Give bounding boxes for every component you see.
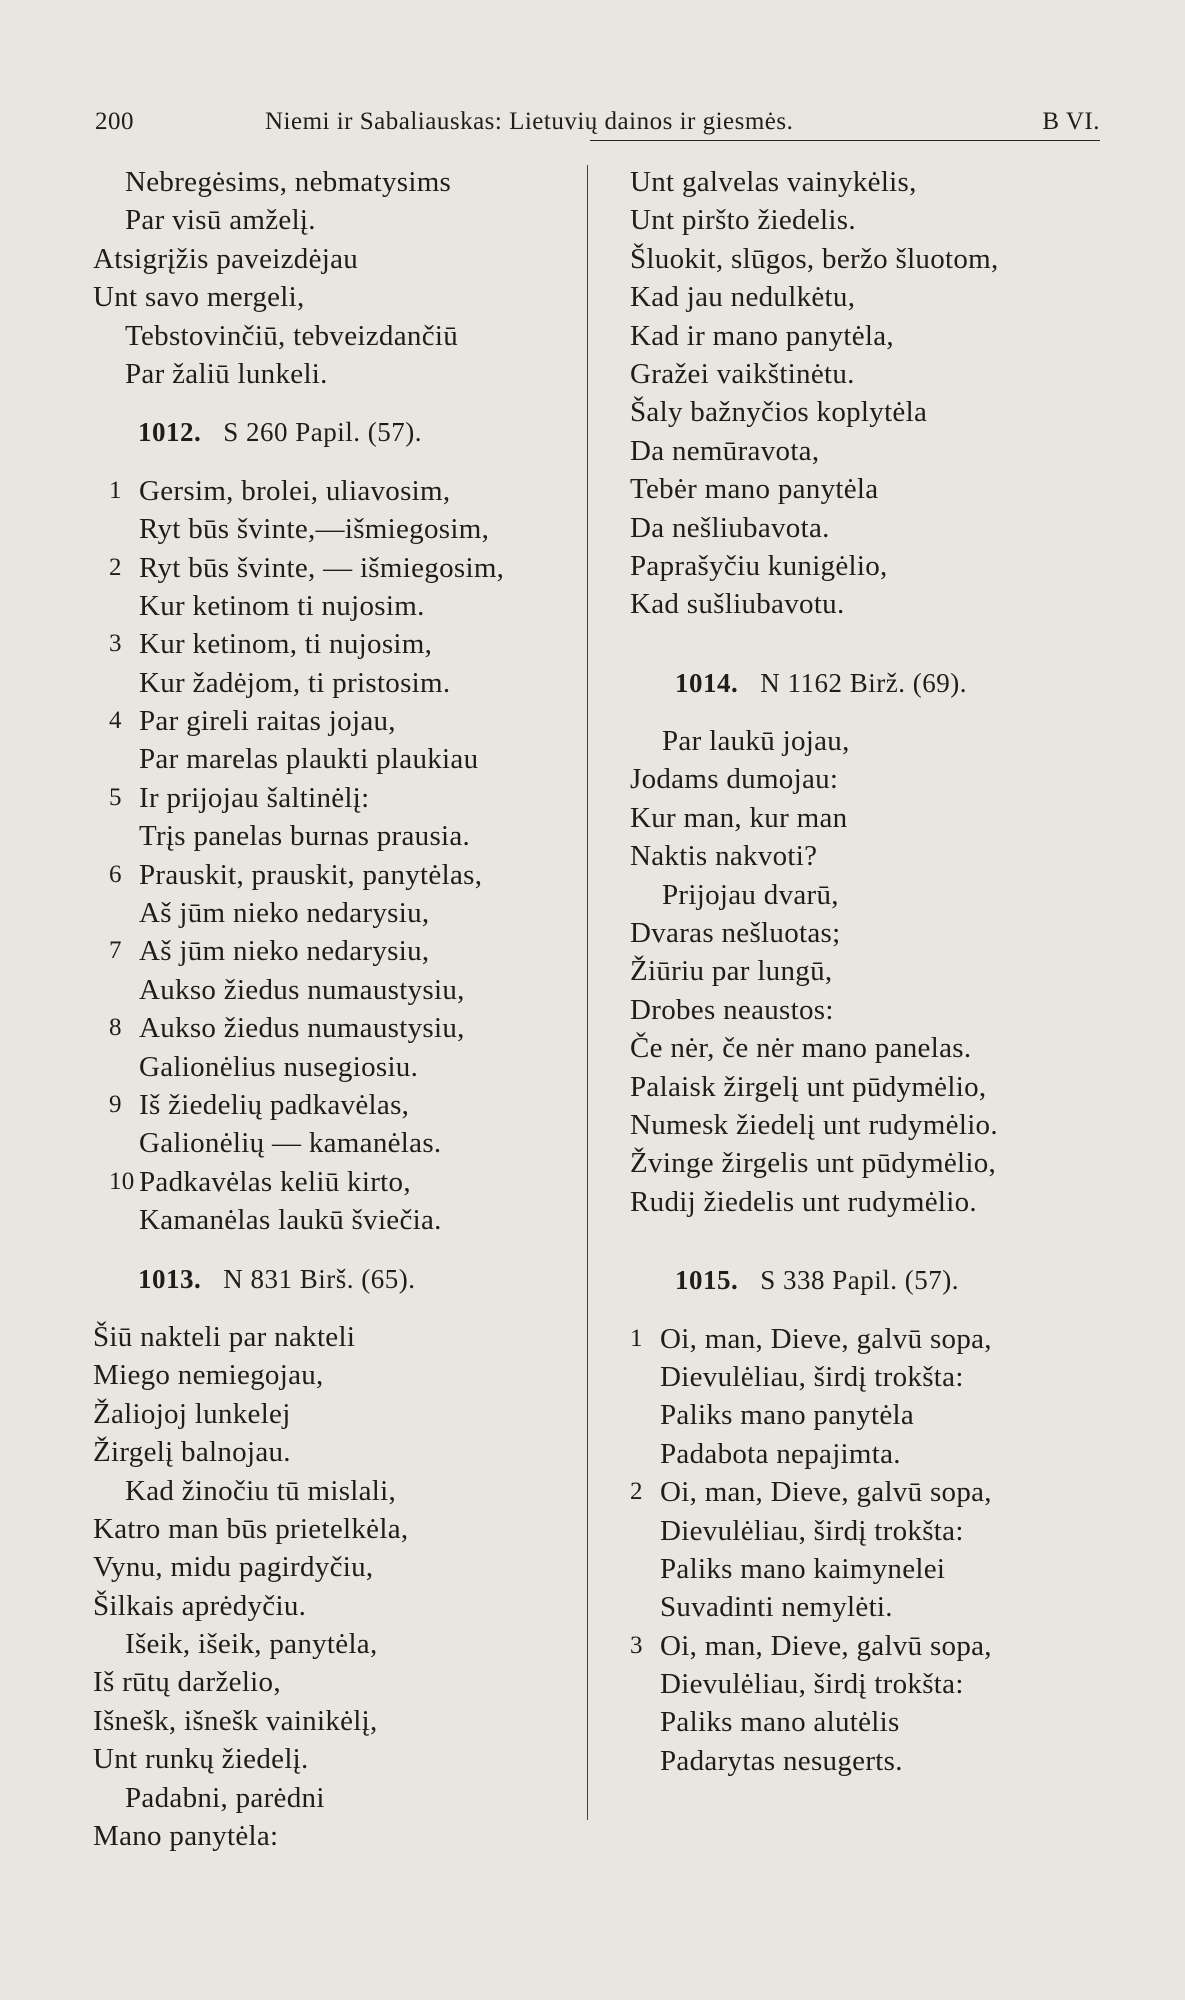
- verse-number: 5: [109, 783, 122, 811]
- spacer: [93, 1298, 573, 1318]
- verse-text: Iš žiedelių padkavėlas,: [139, 1088, 410, 1121]
- text-line: Tebėr mano panytėla: [630, 473, 879, 506]
- song-source: N 1162 Birž. (69).: [760, 667, 967, 698]
- verse-line: Galionėlius nusegiosiu.: [139, 1050, 419, 1083]
- page-number: 200: [95, 108, 134, 135]
- verse-text: Oi, man, Dieve, galvū sopa,: [660, 1476, 992, 1509]
- spacer: [630, 624, 1100, 664]
- verse-line: Padarytas nesugerts.: [660, 1744, 903, 1777]
- text-line: Če nėr, če nėr mano panelas.: [630, 1032, 972, 1065]
- verse-number: 3: [109, 630, 122, 658]
- text-line: Žaliojoj lunkelej: [93, 1397, 291, 1430]
- left-column: [93, 163, 573, 1855]
- text-line: Šilkais aprėdyčiu.: [93, 1589, 307, 1622]
- text-line: Iš rūtų darželio,: [93, 1666, 281, 1699]
- verse-line: [630, 1627, 1100, 1665]
- text-line: Žiūriu par lungū,: [630, 955, 833, 988]
- verse-line: [93, 1163, 573, 1201]
- text-line: Žvinge žirgelis unt pūdymėlio,: [630, 1147, 997, 1180]
- song-number: 1015.: [675, 1265, 739, 1296]
- verse-number: 1: [630, 1324, 643, 1352]
- spacer: [630, 702, 1100, 722]
- verse-line: Paliks mano panytėla: [660, 1399, 915, 1432]
- verse-text: Aukso žiedus numaustysiu,: [139, 1012, 465, 1045]
- verse-text: Padkavėlas keliū kirto,: [139, 1165, 411, 1198]
- verse-text: Prauskit, prauskit, panytėlas,: [139, 858, 483, 891]
- text-line: Kad sušliubavotu.: [630, 588, 845, 621]
- text-line: Mano panytėla:: [93, 1820, 279, 1853]
- verse-line: Dievulėliau, širdį trokšta:: [660, 1668, 964, 1701]
- text-line: Katro man būs prietelkėla,: [93, 1512, 409, 1545]
- song-heading-1015: [630, 1261, 1100, 1299]
- song-source: S 338 Papil. (57).: [760, 1265, 960, 1296]
- text-line: Da nešliubavota.: [630, 511, 830, 544]
- verse-line: [93, 1086, 573, 1124]
- text-line: Da nemūravota,: [630, 434, 820, 467]
- verse-line: Galionėlių — kamanėlas.: [139, 1127, 442, 1160]
- song-number: 1013.: [138, 1263, 202, 1294]
- text-line: Unt piršto žiedelis.: [630, 204, 856, 237]
- verse-line: [93, 779, 573, 817]
- spacer: [630, 1300, 1100, 1320]
- song-heading-1013: [93, 1260, 573, 1298]
- song-heading-1012: [93, 413, 573, 451]
- text-line: Šluokit, slūgos, beržo šluotom,: [630, 242, 999, 275]
- verse-line: [630, 1473, 1100, 1511]
- text-line: Gražei vaikštinėtu.: [630, 357, 855, 390]
- verse-number: 8: [109, 1014, 122, 1042]
- song-heading-1014: [630, 664, 1100, 702]
- verse-line: Padabota nepajimta.: [660, 1437, 901, 1470]
- verse-line: Dievulėliau, širdį trokšta:: [660, 1360, 964, 1393]
- verse-line: Trįs panelas burnas prausia.: [139, 820, 471, 853]
- verse-line: [93, 1009, 573, 1047]
- text-line: Par laukū jojau,: [662, 725, 850, 758]
- text-line: Numesk žiedelį unt rudymėlio.: [630, 1108, 998, 1141]
- verse-number: 3: [630, 1631, 643, 1659]
- verse-text: Gersim, brolei, uliavosim,: [139, 474, 451, 507]
- text-line: Jodams dumojau:: [630, 763, 839, 796]
- text-line: Kad ir mano panytėla,: [630, 319, 894, 352]
- text-line: Dvaras nešluotas;: [630, 917, 841, 950]
- text-line: Prijojau dvarū,: [662, 878, 839, 911]
- verse-number: 7: [109, 937, 122, 965]
- verse-line: Aš jūm nieko nedarysiu,: [139, 897, 430, 930]
- text-line: Unt savo mergeli,: [93, 281, 305, 314]
- text-line: Tebstovinčiū, tebveizdančiū: [125, 319, 459, 352]
- text-line: Išnešk, išnešk vainikėlį,: [93, 1704, 378, 1737]
- song-number: 1012.: [138, 417, 202, 448]
- text-line: Šaly bažnyčios koplytėla: [630, 396, 928, 429]
- text-line: Nebregėsims, nebmatysims: [125, 166, 452, 198]
- text-line: Palaisk žirgelį unt pūdymėlio,: [630, 1070, 987, 1103]
- spacer: [93, 452, 573, 472]
- spacer: [630, 1221, 1100, 1261]
- text-line: Par žaliū lunkeli.: [125, 357, 328, 390]
- text-line: Kad jau nedulkėtu,: [630, 281, 856, 314]
- text-line: Miego nemiegojau,: [93, 1359, 324, 1392]
- song-number: 1014.: [675, 667, 739, 698]
- verse-text: Ir prijojau šaltinėlį:: [139, 781, 370, 814]
- text-line: Unt runkų žiedelį.: [93, 1743, 309, 1776]
- text-line: Drobes neaustos:: [630, 993, 834, 1026]
- verse-line: [93, 932, 573, 970]
- text-line: Šiū nakteli par nakteli: [93, 1320, 356, 1353]
- verse-line: Kur žadėjom, ti pristosim.: [139, 666, 451, 699]
- header-rule: [590, 140, 1100, 141]
- text-line: Par visū amželį.: [125, 204, 316, 237]
- verse-line: Kur ketinom ti nujosim.: [139, 589, 425, 622]
- verse-line: [93, 856, 573, 894]
- verse-number: 4: [109, 707, 122, 735]
- verse-line: Kamanėlas laukū šviečia.: [139, 1204, 442, 1237]
- verse-text: Ryt būs švinte, — išmiegosim,: [139, 551, 505, 584]
- verse-number: 2: [630, 1478, 643, 1506]
- verse-text: Par gireli raitas jojau,: [139, 705, 396, 738]
- running-title: Niemi ir Sabaliauskas: Lietuvių dainos ir giesmės.: [265, 108, 794, 135]
- text-line: Naktis nakvoti?: [630, 840, 818, 873]
- spacer: [93, 393, 573, 413]
- verse-text: Aš jūm nieko nedarysiu,: [139, 935, 430, 968]
- text-line: Žirgelį balnojau.: [93, 1436, 291, 1469]
- spacer: [93, 1240, 573, 1260]
- text-line: Kad žinočiu tū mislali,: [125, 1474, 397, 1507]
- text-line: Rudij žiedelis unt rudymėlio.: [630, 1185, 977, 1218]
- verse-line: [93, 702, 573, 740]
- verse-text: Oi, man, Dieve, galvū sopa,: [660, 1322, 992, 1355]
- verse-line: [93, 472, 573, 510]
- verse-number: 6: [109, 860, 122, 888]
- text-line: Kur man, kur man: [630, 801, 848, 834]
- text-line: Unt galvelas vainykėlis,: [630, 166, 917, 198]
- text-line: Atsigrįžis paveizdėjau: [93, 242, 359, 275]
- verse-number: 2: [109, 553, 122, 581]
- verse-line: Par marelas plaukti plaukiau: [139, 743, 479, 776]
- verse-line: [93, 549, 573, 587]
- verse-line: Suvadinti nemylėti.: [660, 1591, 893, 1624]
- verse-line: Paliks mano alutėlis: [660, 1706, 900, 1739]
- verse-line: Aukso žiedus numaustysiu,: [139, 973, 465, 1006]
- column-divider: [587, 165, 588, 1820]
- page-header: [95, 108, 1100, 148]
- verse-line: Paliks mano kaimynelei: [660, 1552, 946, 1585]
- text-line: Paprašyčiu kunigėlio,: [630, 549, 888, 582]
- text-line: Padabni, parėdni: [125, 1781, 325, 1814]
- right-column: [630, 163, 1100, 1780]
- text-line: Išeik, išeik, panytėla,: [125, 1628, 378, 1661]
- verse-number: 10: [109, 1167, 135, 1195]
- verse-number: 9: [109, 1090, 122, 1118]
- verse-line: [93, 625, 573, 663]
- verse-line: Dievulėliau, širdį trokšta:: [660, 1514, 964, 1547]
- verse-line: Ryt būs švinte,—išmiegosim,: [139, 513, 490, 546]
- song-source: N 831 Birš. (65).: [223, 1263, 416, 1294]
- text-line: Vynu, midu pagirdyčiu,: [93, 1551, 374, 1584]
- verse-line: [630, 1320, 1100, 1358]
- section-mark: B VI.: [1042, 108, 1100, 135]
- verse-text: Kur ketinom, ti nujosim,: [139, 628, 433, 661]
- verse-number: 1: [109, 476, 122, 504]
- verse-text: Oi, man, Dieve, galvū sopa,: [660, 1629, 992, 1662]
- song-source: S 260 Papil. (57).: [223, 417, 423, 448]
